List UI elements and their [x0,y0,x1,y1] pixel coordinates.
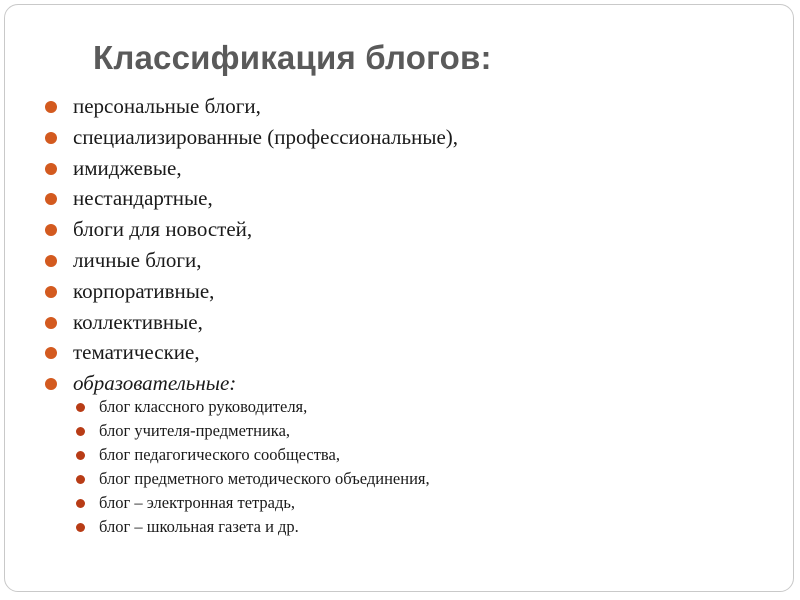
list-item [45,183,458,214]
bullet-icon [45,347,57,359]
sublist-item-label: блог – электронная тетрадь, [99,493,296,512]
slide-frame [4,4,794,592]
list-item [45,91,458,122]
blog-type-list [45,91,458,399]
sublist-item-label: блог – школьная газета и др. [99,517,299,536]
bullet-icon [45,101,57,113]
educational-blog-sublist [73,395,430,539]
list-item [45,337,458,368]
sub-bullet-icon [76,451,85,460]
sublist-item [73,443,430,467]
list-item-label: личные блоги, [73,247,202,272]
list-item [45,153,458,184]
list-item-label: специализированные (профессиональные), [73,124,459,149]
sublist-item [73,467,430,491]
sublist-item [73,515,430,539]
sub-bullet-icon [76,499,85,508]
sublist-item [73,395,430,419]
list-item-label: персональные блоги, [73,94,261,118]
list-item-label: коллективные, [73,309,203,334]
bullet-icon [45,224,57,236]
bullet-icon [45,255,57,267]
list-item-label: нестандартные, [73,186,213,211]
sub-bullet-icon [76,475,85,484]
bullet-icon [45,163,57,175]
bullet-icon [45,317,57,329]
sublist-item-label: блог педагогического сообщества, [99,445,340,464]
sublist-item-label: блог предметного методического объединения, [99,469,430,488]
list-item-label: имиджевые, [73,155,182,180]
bullet-icon [45,193,57,205]
bullet-icon [45,132,57,144]
list-item-label: корпоративные, [73,278,215,303]
sub-bullet-icon [76,523,85,532]
sublist-item [73,491,430,515]
bullet-icon [45,286,57,298]
sub-bullet-icon [76,403,85,412]
list-item-label: тематические, [73,340,200,365]
list-item-label: образовательные: [73,371,237,396]
bullet-icon [45,378,57,390]
list-item [45,122,458,153]
list-item [45,214,458,245]
sub-bullet-icon [76,427,85,436]
sublist-item [73,419,430,443]
list-item-label: блоги для новостей, [73,217,253,242]
sublist-item-label: блог учителя-предметника, [99,421,291,440]
slide-title: Классификация блогов: [93,39,492,76]
list-item [45,276,458,307]
sublist-item-label: блог классного руководителя, [99,397,308,416]
list-item [45,307,458,338]
list-item [45,245,458,276]
